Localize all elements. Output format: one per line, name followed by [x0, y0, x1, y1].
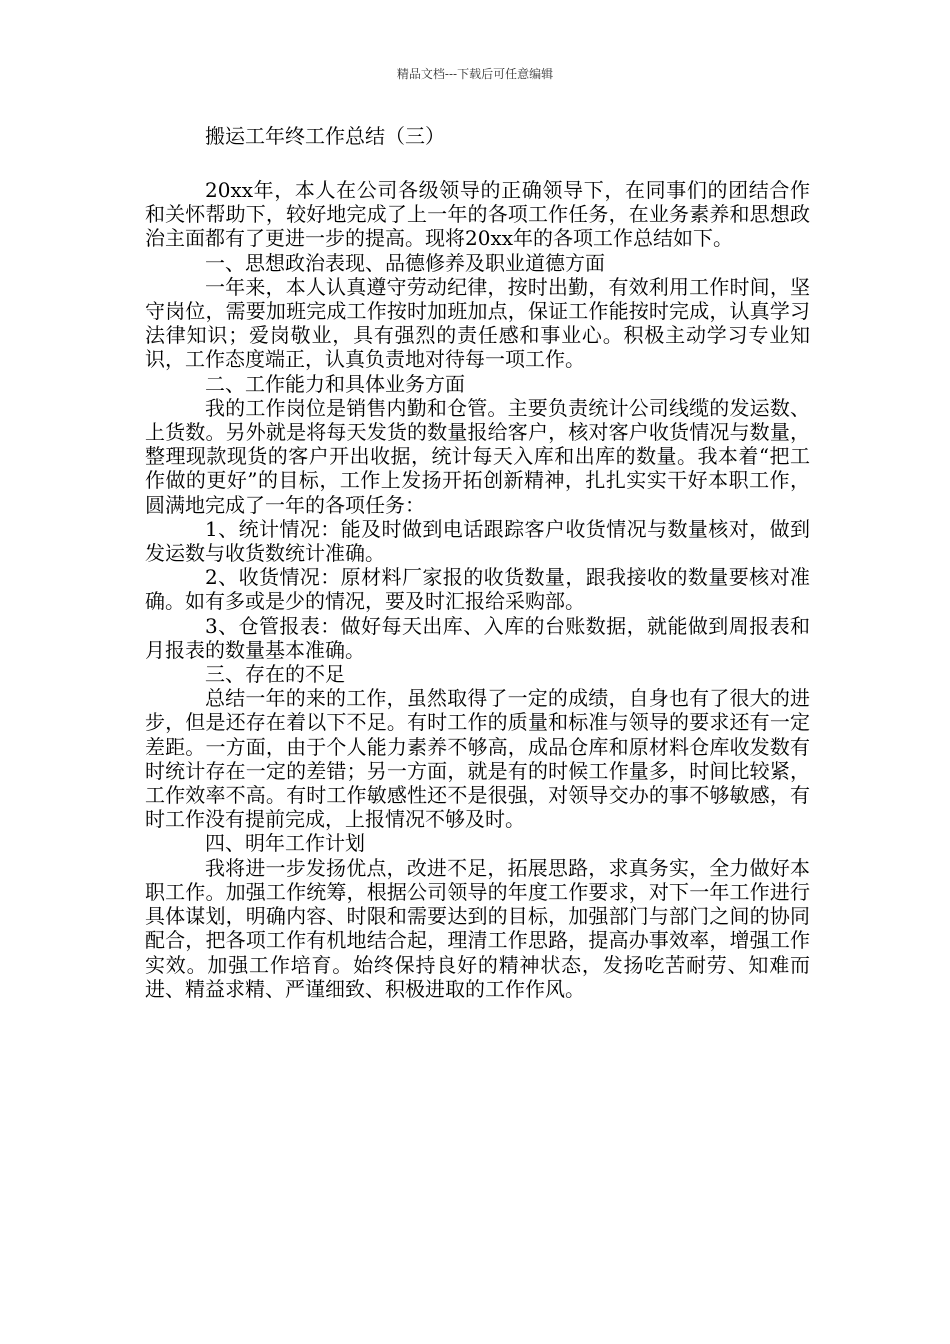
- paragraph-intro: 20xx年，本人在公司各级领导的正确领导下，在同事们的团结合作和关怀帮助下，较好地完成了上一年的各项工作任务，在业务素养和思想政治主面都有了更进一步的提高。现将20xx年的各项工作总结如下。: [145, 178, 810, 251]
- paragraph-section-1: 一年来，本人认真遵守劳动纪律，按时出勤，有效利用工作时间，坚守岗位，需要加班完成工作按时加班加点，保证工作能按时完成，认真学习法律知识；爱岗敬业，具有强烈的责任感和事业心。积极主动学习专业知识，工作态度端正，认真负责地对待每一项工作。: [145, 274, 810, 372]
- section-heading-2: 二、工作能力和具体业务方面: [205, 371, 465, 396]
- document-title: 搬运工年终工作总结（三）: [205, 124, 445, 148]
- section-heading-1: 一、思想政治表现、品德修养及职业道德方面: [205, 250, 605, 275]
- list-item-warehouse-report: 3、仓管报表：做好每天出库、入库的台账数据，就能做到周报表和月报表的数量基本准确。: [145, 613, 810, 662]
- paragraph-section-4: 我将进一步发扬优点，改进不足，拓展思路，求真务实，全力做好本职工作。加强工作统筹，根据公司领导的年度工作要求，对下一年工作进行具体谋划，明确内容、时限和需要达到的目标，加强部门与部门之间的协同配合，把各项工作有机地结合起，理清工作思路，提高办事效率，增强工作实效。加强工作培育。始终保持良好的精神状态，发扬吃苦耐劳、知难而进、精益求精、严谨细致、积极进取的工作作风。: [145, 855, 810, 1001]
- list-item-statistics: 1、统计情况：能及时做到电话跟踪客户收货情况与数量核对，做到发运数与收货数统计准确。: [145, 516, 810, 566]
- section-heading-3: 三、存在的不足: [205, 662, 345, 687]
- paragraph-section-3: 总结一年的来的工作，虽然取得了一定的成绩，自身也有了很大的进步，但是还存在着以下不足。有时工作的质量和标准与领导的要求还有一定差距。一方面，由于个人能力素养不够高，成品仓库和原材料仓库收发数有时统计存在一定的差错；另一方面，就是有的时候工作量多，时间比较紧，工作效率不高。有时工作敏感性还不是很强，对领导交办的事不够敏感，有时工作没有提前完成，上报情况不够及时。: [145, 686, 810, 832]
- list-item-receiving: 2、收货情况：原材料厂家报的收货数量，跟我接收的数量要核对准确。如有多或是少的情况，要及时汇报给采购部。: [145, 565, 810, 614]
- document-body: [145, 124, 810, 1001]
- paragraph-section-2: 我的工作岗位是销售内勤和仓管。主要负责统计公司线缆的发运数、上货数。另外就是将每天发货的数量报给客户，核对客户收货情况与数量，整理现款现货的客户开出收据，统计每天入库和出库的数量。我本着“把工作做的更好”的目标，工作上发扬开拓创新精神，扎扎实实干好本职工作，圆满地完成了一年的各项任务：: [145, 395, 810, 517]
- page-header: 精品文档---下载后可任意编辑: [396, 67, 554, 81]
- section-heading-4: 四、明年工作计划: [205, 831, 365, 856]
